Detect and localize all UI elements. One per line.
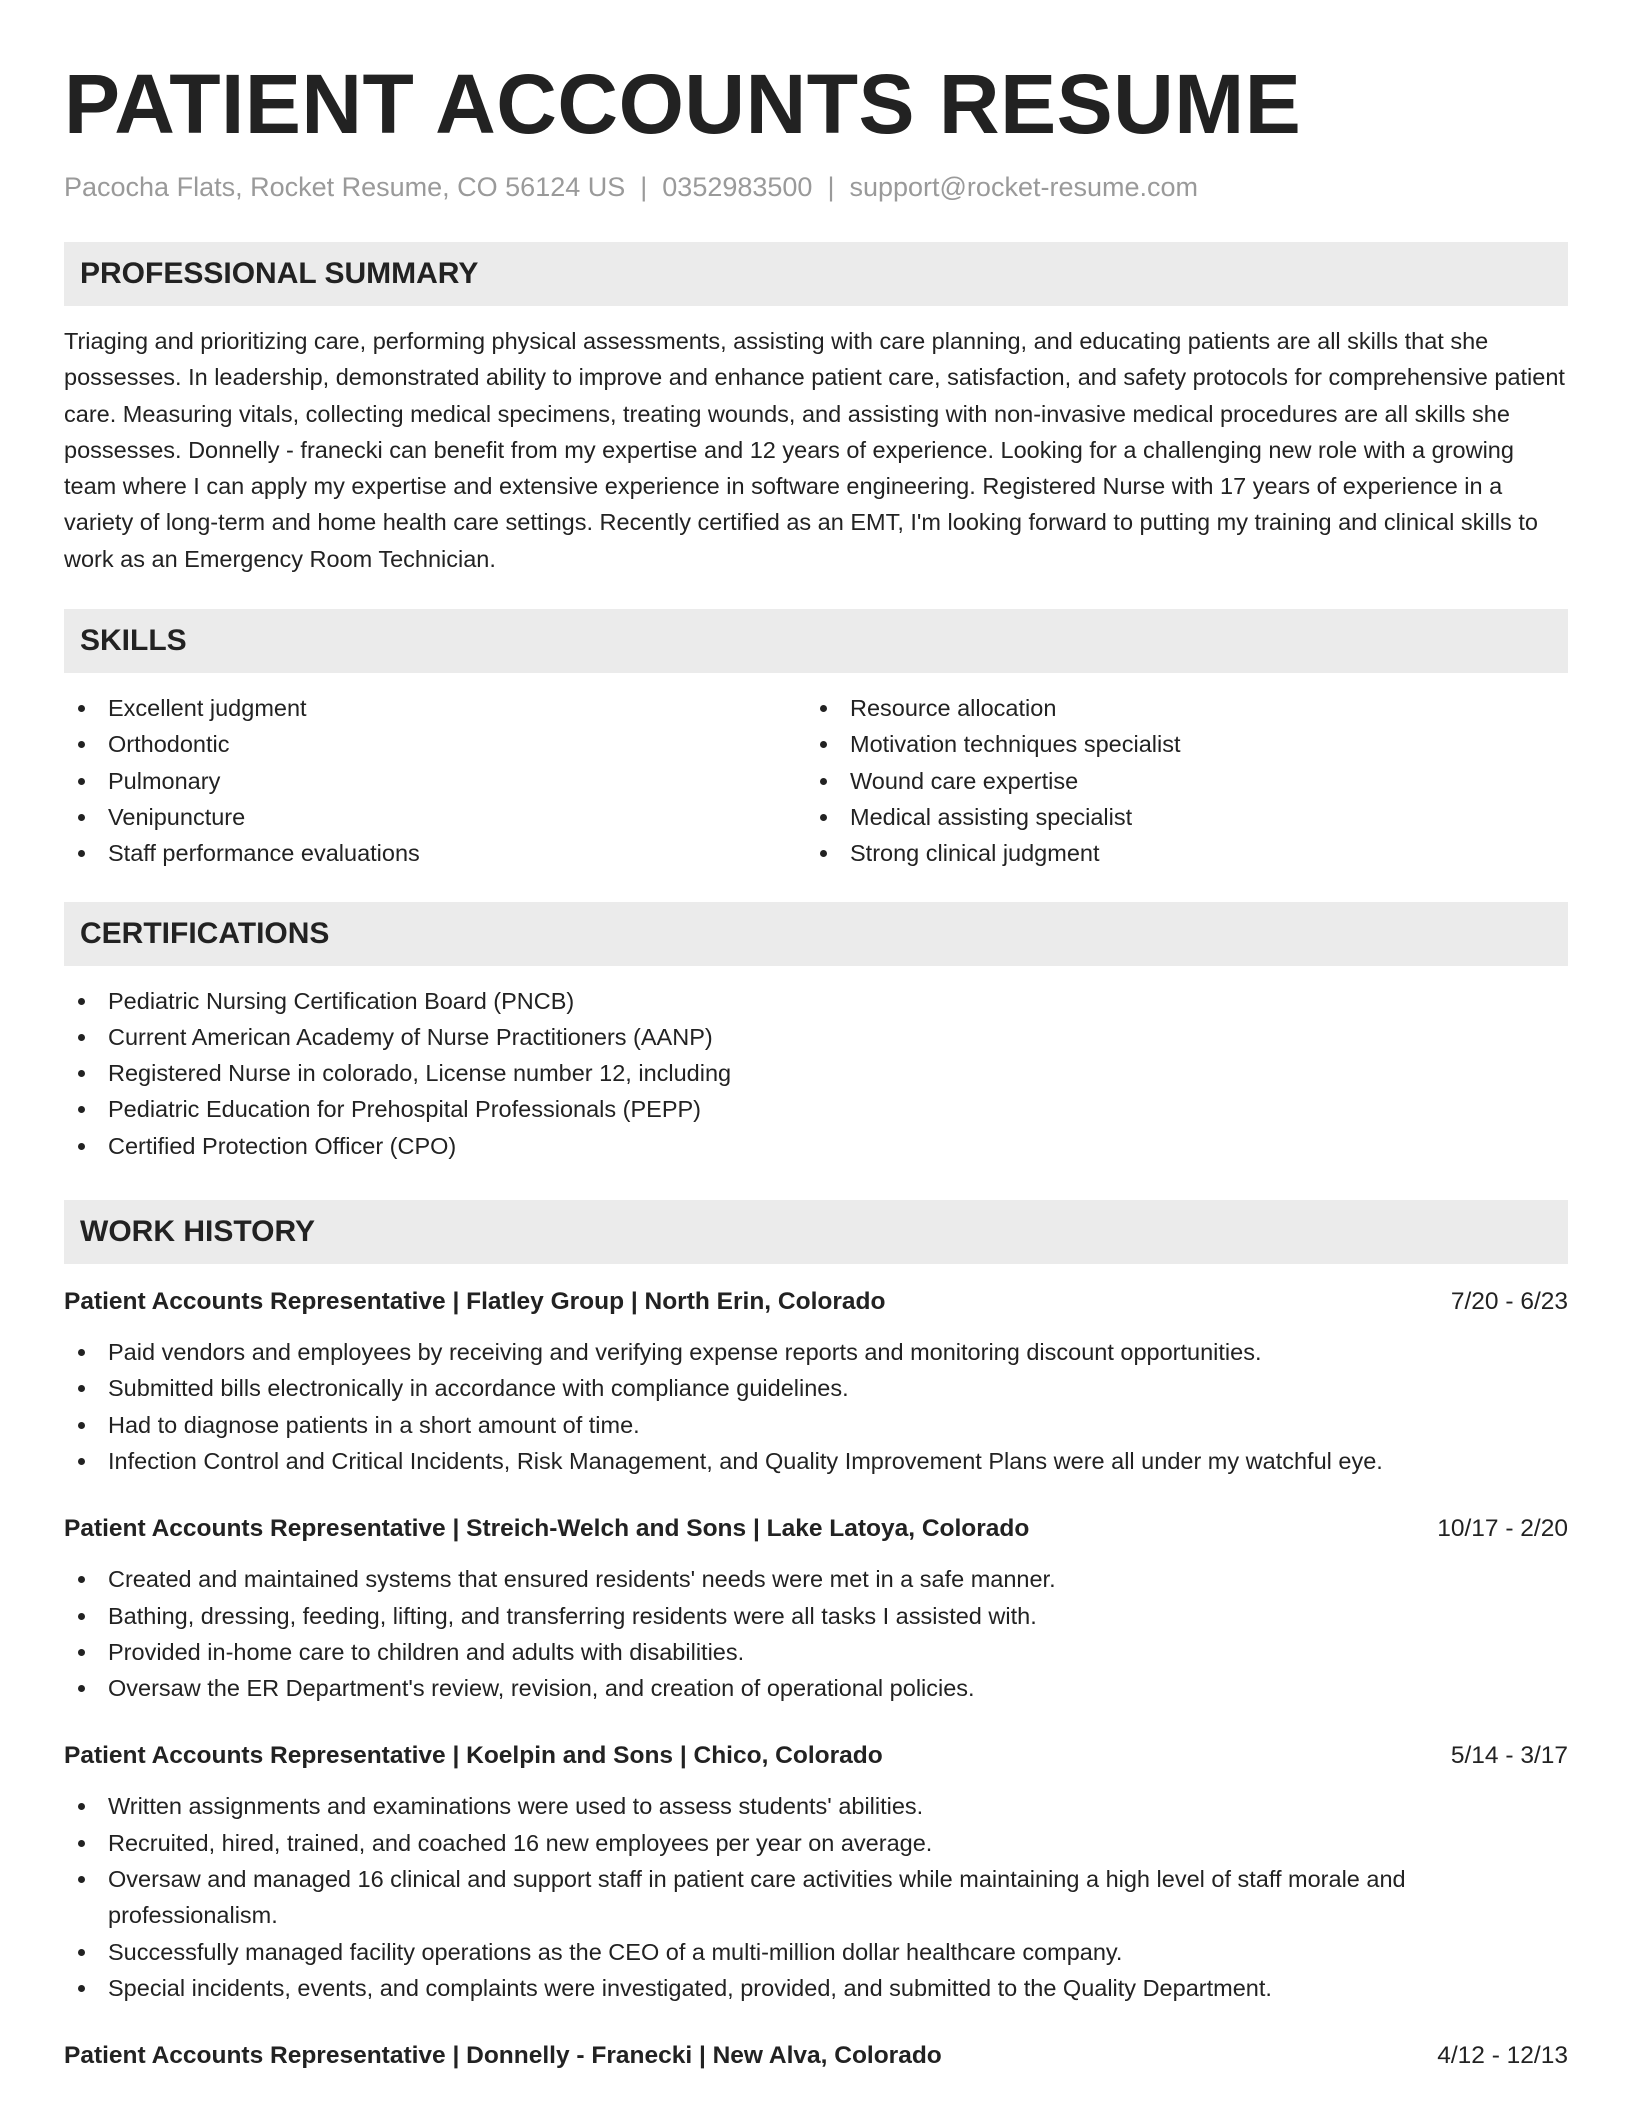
- job-bullets: [64, 1788, 1568, 2006]
- job-dates: 4/12 - 12/13: [1437, 2042, 1568, 2070]
- list-item: Successfully managed facility operations as the CEO of a multi-million dollar healthcare company.: [64, 1934, 1568, 1970]
- section-header-skills: SKILLS: [64, 609, 1568, 673]
- list-item: Pediatric Education for Prehospital Professionals (PEPP): [64, 1091, 1568, 1127]
- resume-page: [64, 0, 1568, 2074]
- list-item: Registered Nurse in colorado, License number 12, including: [64, 1055, 1568, 1091]
- list-item: Created and maintained systems that ensured residents' needs were met in a safe manner.: [64, 1561, 1568, 1597]
- job-entry: [64, 2038, 1568, 2074]
- section-header-summary: PROFESSIONAL SUMMARY: [64, 242, 1568, 306]
- section-header-work-history: WORK HISTORY: [64, 1200, 1568, 1264]
- list-item: Paid vendors and employees by receiving and verifying expense reports and monitoring discount opportunities.: [64, 1334, 1568, 1370]
- job-title: Patient Accounts Representative | Koelpin and Sons | Chico, Colorado: [64, 1742, 883, 1770]
- list-item: Wound care expertise: [806, 763, 1548, 799]
- list-item: Pulmonary: [64, 763, 806, 799]
- address-text: Pacocha Flats, Rocket Resume, CO 56124 US: [64, 172, 626, 202]
- list-item: Strong clinical judgment: [806, 835, 1548, 871]
- contact-separator: |: [827, 172, 835, 202]
- contact-separator: |: [640, 172, 648, 202]
- job-entry: [64, 1284, 1568, 1479]
- list-item: Bathing, dressing, feeding, lifting, and transferring residents were all tasks I assisted with.: [64, 1598, 1568, 1634]
- list-item: Medical assisting specialist: [806, 799, 1548, 835]
- skills-columns: [64, 690, 1568, 871]
- skills-list-left: [64, 690, 806, 871]
- job-dates: 5/14 - 3/17: [1450, 1742, 1568, 1770]
- list-item: Written assignments and examinations were used to assess students' abilities.: [64, 1788, 1568, 1824]
- section-header-certifications: CERTIFICATIONS: [64, 902, 1568, 966]
- list-item: Submitted bills electronically in accordance with compliance guidelines.: [64, 1370, 1568, 1406]
- list-item: Had to diagnose patients in a short amount of time.: [64, 1407, 1568, 1443]
- list-item: Provided in-home care to children and adults with disabilities.: [64, 1634, 1568, 1670]
- job-header: [64, 1511, 1568, 1547]
- list-item: Special incidents, events, and complaints were investigated, provided, and submitted to the Quality Department.: [64, 1970, 1568, 2006]
- email-link[interactable]: support@rocket-resume.com: [849, 172, 1198, 202]
- list-item: Oversaw the ER Department's review, revision, and creation of operational policies.: [64, 1670, 1568, 1706]
- job-title: Patient Accounts Representative | Flatley Group | North Erin, Colorado: [64, 1288, 886, 1316]
- list-item: Certified Protection Officer (CPO): [64, 1128, 1568, 1164]
- skills-list-right: [806, 690, 1548, 871]
- list-item: Resource allocation: [806, 690, 1548, 726]
- phone-text: 0352983500: [662, 172, 813, 202]
- contact-line: [64, 170, 1568, 204]
- job-title: Patient Accounts Representative | Streich-Welch and Sons | Lake Latoya, Colorado: [64, 1515, 1030, 1543]
- resume-title: PATIENT ACCOUNTS RESUME: [64, 57, 1302, 151]
- job-bullets: [64, 1561, 1568, 1706]
- list-item: Infection Control and Critical Incidents, Risk Management, and Quality Improvement Plans were all under my watchful eye.: [64, 1443, 1568, 1479]
- job-dates: 10/17 - 2/20: [1437, 1515, 1568, 1543]
- job-dates: 7/20 - 6/23: [1450, 1288, 1568, 1316]
- job-title: Patient Accounts Representative | Donnelly - Franecki | New Alva, Colorado: [64, 2042, 942, 2070]
- list-item: Orthodontic: [64, 726, 806, 762]
- list-item: Current American Academy of Nurse Practitioners (AANP): [64, 1019, 1568, 1055]
- list-item: Recruited, hired, trained, and coached 16 new employees per year on average.: [64, 1825, 1568, 1861]
- list-item: Motivation techniques specialist: [806, 726, 1548, 762]
- list-item: Oversaw and managed 16 clinical and support staff in patient care activities while maintaining a high level of staff morale and professionalism.: [64, 1861, 1568, 1934]
- list-item: Excellent judgment: [64, 690, 806, 726]
- certifications-list: [64, 983, 1568, 1164]
- job-entry: [64, 1738, 1568, 2006]
- job-bullets: [64, 1334, 1568, 1479]
- summary-text: Triaging and prioritizing care, performing physical assessments, assisting with care planning, and educating patients are all skills that she possesses. In leadership, demonstrated ability to improve and enhance patient care, satisfaction, and safety protocols for comprehensive patient care. Measuring vitals, collecting medical specimens, treating wounds, and assisting with non-invasive medical procedures are all skills she possesses. Donnelly - franecki can benefit from my expertise and 12 years of experience. Looking for a challenging new role with a growing team where I can apply my expertise and extensive experience in software engineering. Registered Nurse with 17 years of experience in a variety of long-term and home health care settings. Recently certified as an EMT, I'm looking forward to putting my training and clinical skills to work as an Emergency Room Technician.: [64, 328, 1565, 572]
- job-header: [64, 1284, 1568, 1320]
- list-item: Venipuncture: [64, 799, 806, 835]
- job-entry: [64, 1511, 1568, 1706]
- job-header: [64, 2038, 1568, 2074]
- list-item: Staff performance evaluations: [64, 835, 806, 871]
- job-header: [64, 1738, 1568, 1774]
- list-item: Pediatric Nursing Certification Board (PNCB): [64, 983, 1568, 1019]
